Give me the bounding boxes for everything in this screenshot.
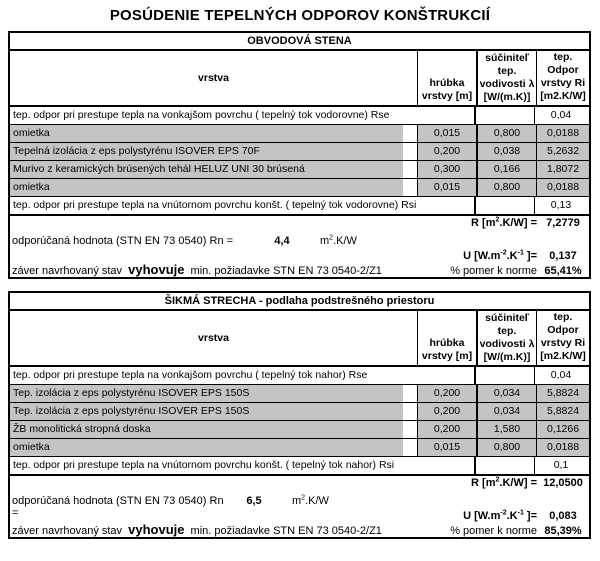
r-total-label: R $[m^2.K/W]$ = xyxy=(471,476,537,489)
recommended-value-row xyxy=(10,235,589,248)
spacer-cell xyxy=(403,143,418,160)
row-label: tep. odpor pri prestupe tepla na vonkajšom povrchu ( tepelný tok vodorovne) Rse xyxy=(10,107,476,124)
column-header-vrstva xyxy=(10,311,418,365)
cell-hrubka: 0,015 xyxy=(418,125,478,142)
table-row-material xyxy=(10,125,589,143)
u-label: U [$W.m^{-2}.K^{-1}$ ]= xyxy=(463,509,537,522)
row-label: omietka xyxy=(10,439,403,456)
column-header-ri xyxy=(537,311,589,365)
header-text: vodivosti λ xyxy=(479,78,535,90)
u-label: U [$W.m^{-2}.K^{-1}$ ]= xyxy=(463,249,537,262)
cell-lambda-empty xyxy=(476,457,535,474)
table-row-material xyxy=(10,385,589,403)
column-header-lambda xyxy=(478,311,537,365)
table-row-material xyxy=(10,143,589,161)
rn-value: 6,5 xyxy=(246,495,262,507)
column-header-hrubka xyxy=(418,311,478,365)
recommended-label: odporúčaná hodnota (STN EN 73 0540) Rn = xyxy=(12,495,224,519)
cell-hrubka: 0,200 xyxy=(418,421,478,438)
header-text: vrstvy [m] xyxy=(421,350,473,362)
cell-lambda: 1,580 xyxy=(478,421,537,438)
cell-ri: 1,8072 xyxy=(537,161,589,178)
row-label: Tepelná izolácia z eps polystyrénu ISOVER EPS 70F xyxy=(10,143,403,160)
header-text: súčiniteľ xyxy=(485,52,529,64)
row-label: Tep. izolácia z eps polystyrénu ISOVER EPS 150S xyxy=(10,403,403,420)
cell-lambda: 0,166 xyxy=(478,161,537,178)
column-header-vrstva xyxy=(10,51,418,105)
header-text: [W/(m.K)] xyxy=(483,351,531,363)
header-text: vrstvy Ri xyxy=(540,77,586,89)
header-text: [m2.K/W] xyxy=(540,350,586,362)
header-text: vrstvy Ri xyxy=(540,337,586,349)
r-total-value: 7,2779 xyxy=(546,217,580,229)
table-row-material xyxy=(10,403,589,421)
conclusion-post: min. požiadavke STN EN 73 0540-2/Z1 xyxy=(190,525,382,537)
header-text: vodivosti λ xyxy=(479,338,535,350)
cell-ri: 0,13 xyxy=(550,199,572,211)
conclusion-pre: záver navrhovaný stav xyxy=(12,265,123,277)
conclusion-post: min. požiadavke STN EN 73 0540-2/Z1 xyxy=(190,265,382,277)
u-value: 0,137 xyxy=(549,250,577,262)
u-value-row xyxy=(10,250,589,262)
cell-hrubka: 0,015 xyxy=(418,179,478,196)
conclusion-row xyxy=(10,523,589,536)
spacer-cell xyxy=(403,385,418,402)
row-label: omietka xyxy=(10,179,403,196)
u-value: 0,083 xyxy=(549,510,577,522)
r-total-label: R $[m^2.K/W]$ = xyxy=(471,216,537,229)
conclusion-pre: záver navrhovaný stav xyxy=(12,525,123,537)
cell-ri: 0,0188 xyxy=(537,125,589,142)
page-title: POSÚDENIE TEPELNÝCH ODPOROV KONŠTRUKCIÍ xyxy=(109,7,491,24)
cell-hrubka: 0,200 xyxy=(418,403,478,420)
header-text: [m2.K/W] xyxy=(540,90,586,102)
column-header-row xyxy=(10,51,589,107)
table-sikma-strecha xyxy=(8,291,591,539)
norm-ratio-value: 65,41% xyxy=(544,265,582,277)
table-row-material xyxy=(10,161,589,179)
header-text: súčiniteľ xyxy=(485,312,529,324)
column-header-lambda xyxy=(478,51,537,105)
cell-lambda: 0,038 xyxy=(478,143,537,160)
cell-lambda-empty xyxy=(476,107,535,124)
cell-lambda-empty xyxy=(476,197,535,214)
cell-lambda: 0,800 xyxy=(478,179,537,196)
row-label: tep. odpor pri prestupe tepla na vonkajšom povrchu ( tepelný tok nahor) Rse xyxy=(10,367,476,384)
table-title: ŠIKMÁ STRECHA - podlaha podstrešného priestoru xyxy=(10,293,589,311)
column-header-ri xyxy=(537,51,589,105)
spacer-cell xyxy=(403,179,418,196)
conclusion-row xyxy=(10,263,589,276)
cell-ri: 0,04 xyxy=(550,109,572,121)
spacer-cell xyxy=(403,403,418,420)
row-label: tep. odpor pri prestupe tepla na vnútornom povrchu konšt. ( tepelný tok nahor) Rsi xyxy=(10,457,476,474)
cell-ri: 0,0188 xyxy=(537,179,589,196)
spacer-cell xyxy=(403,161,418,178)
row-label: omietka xyxy=(10,125,403,142)
summary-area xyxy=(10,216,589,277)
cell-lambda: 0,800 xyxy=(478,125,537,142)
header-text: hrúbka xyxy=(429,77,465,89)
conclusion-verdict: vyhovuje xyxy=(128,522,185,537)
header-text: vrstva xyxy=(198,331,229,344)
row-label: ŽB monolitická stropná doska xyxy=(10,421,403,438)
header-text: hrúbka xyxy=(429,337,465,349)
row-label: Murivo z keramických brúsených tehál HELUZ UNI 30 brúsená xyxy=(10,161,403,178)
header-text: tep. Odpor xyxy=(547,51,579,76)
table-obvodova-stena xyxy=(8,31,591,279)
table-row-material xyxy=(10,439,589,457)
table-title: OBVODOVÁ STENA xyxy=(10,33,589,51)
table-row-rsi xyxy=(10,457,589,476)
norm-ratio-label: % pomer k norme xyxy=(450,265,537,277)
cell-hrubka: 0,200 xyxy=(418,385,478,402)
cell-hrubka: 0,200 xyxy=(418,143,478,160)
norm-ratio-value: 85,39% xyxy=(544,525,582,537)
cell-ri: 5,8824 xyxy=(537,403,589,420)
header-text: tep. xyxy=(497,325,517,337)
column-header-row xyxy=(10,311,589,367)
column-header-hrubka xyxy=(418,51,478,105)
conclusion-text xyxy=(12,523,385,538)
cell-lambda: 0,800 xyxy=(478,439,537,456)
conclusion-text xyxy=(12,263,385,278)
spacer-cell xyxy=(403,125,418,142)
rn-unit: $m^2.K/W$ xyxy=(292,494,329,507)
table-row-rsi xyxy=(10,197,589,216)
recommended-label: odporúčaná hodnota (STN EN 73 0540) Rn = xyxy=(12,235,234,247)
table-row-rse xyxy=(10,107,589,125)
norm-ratio xyxy=(450,525,589,538)
header-text: vrstvy [m] xyxy=(421,90,473,102)
cell-lambda-empty xyxy=(476,367,535,384)
cell-ri: 0,04 xyxy=(550,369,572,381)
norm-ratio-label: % pomer k norme xyxy=(450,525,537,537)
cell-ri: 5,8824 xyxy=(537,385,589,402)
header-text: [W/(m.K)] xyxy=(483,91,531,103)
cell-hrubka: 0,300 xyxy=(418,161,478,178)
row-label: Tep. izolácia z eps polystyrénu ISOVER EPS 150S xyxy=(10,385,403,402)
table-row-material xyxy=(10,179,589,197)
cell-ri: 5,2632 xyxy=(537,143,589,160)
spacer-cell xyxy=(403,439,418,456)
rn-unit: $m^2.K/W$ xyxy=(320,234,357,247)
r-total-value: 12,0500 xyxy=(543,477,583,489)
row-label: tep. odpor pri prestupe tepla na vnútornom povrchu konšt. ( tepelný tok vodorovne) Rsi xyxy=(10,197,476,214)
summary-area xyxy=(10,476,589,537)
header-text: vrstva xyxy=(198,71,229,84)
header-text: tep. xyxy=(497,65,517,77)
table-row-material xyxy=(10,421,589,439)
spacer-cell xyxy=(403,421,418,438)
cell-lambda: 0,034 xyxy=(478,385,537,402)
header-text: tep. Odpor xyxy=(547,311,579,336)
conclusion-verdict: vyhovuje xyxy=(128,262,185,277)
table-row-rse xyxy=(10,367,589,385)
rn-value: 4,4 xyxy=(274,235,290,247)
cell-hrubka: 0,015 xyxy=(418,439,478,456)
r-total-row xyxy=(10,477,589,490)
cell-ri: 0,1 xyxy=(553,459,569,471)
cell-ri: 0,1266 xyxy=(537,421,589,438)
norm-ratio xyxy=(450,265,589,278)
cell-ri: 0,0188 xyxy=(537,439,589,456)
cell-lambda: 0,034 xyxy=(478,403,537,420)
r-total-row xyxy=(10,217,589,230)
